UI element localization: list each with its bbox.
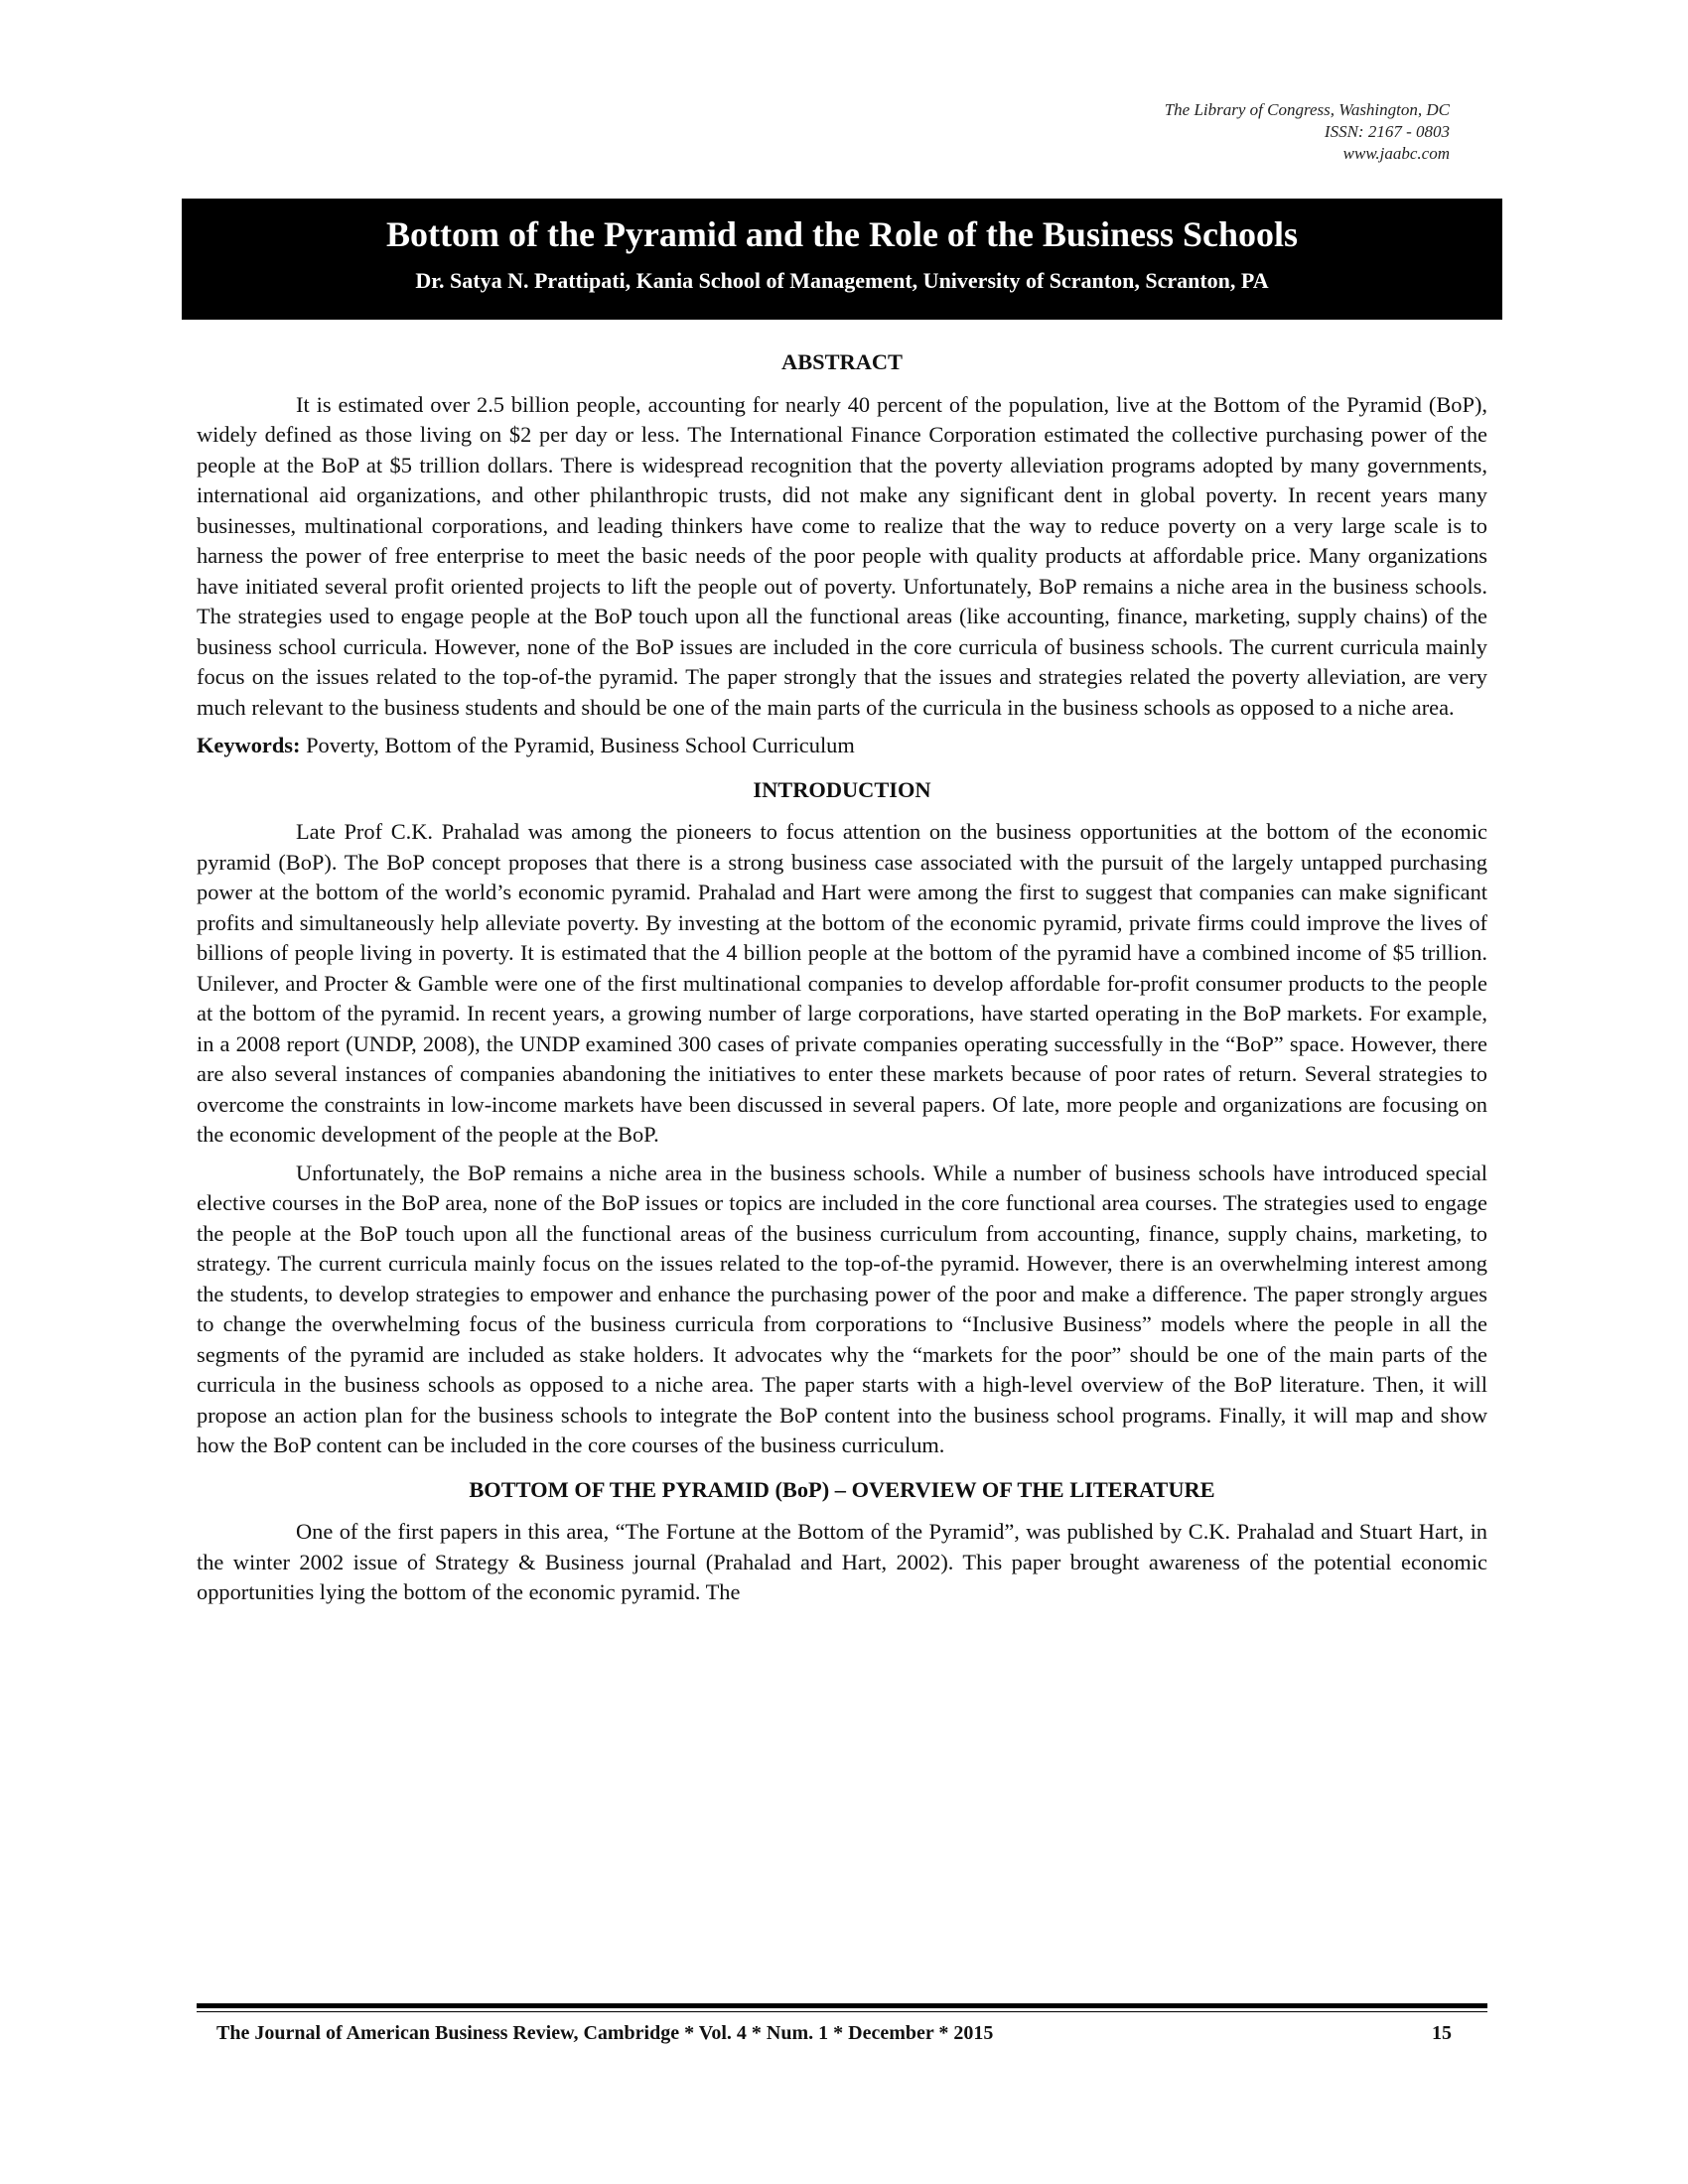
literature-heading: BOTTOM OF THE PYRAMID (BoP) – OVERVIEW OF THE LITERATURE: [469, 1476, 1215, 1502]
author-line: Dr. Satya N. Prattipati, Kania School of Management, University of Scranton, Scranton, PA: [415, 268, 1269, 293]
abstract-heading: ABSTRACT: [781, 349, 903, 374]
abstract-text: It is estimated over 2.5 billion people, accounting for nearly 40 percent of the population, live at the Bottom of the Pyramid (BoP), widely defined as those living on $2 per day or less. The International Finance Corporation estimated the collective purchasing power of the people at the BoP at $5 trillion dollars. There is widespread recognition that the poverty alleviation programs adopted by many governments, international aid organizations, and other philanthropic trusts, did not make any significant dent in global poverty. In recent years many businesses, multinational corporations, and leading thinkers have come to realize that the way to reduce poverty on a very large scale is to harness the power of free enterprise to meet the basic needs of the poor people with quality products at affordable price. Many organizations have initiated several profit oriented projects to lift the people out of poverty. Unfortunately, BoP remains a niche area in the business schools. The strategies used to engage people at the BoP touch upon all the functional areas (like accounting, finance, marketing, supply chains) of the business school curricula. However, none of the BoP issues are included in the core curricula of business schools. The current curricula mainly focus on the issues related to the top-of-the pyramid. The paper strongly that the issues and strategies related the poverty alleviation, are very much relevant to the business students and should be one of the main parts of the curricula in the business schools as opposed to a niche area.: [197, 391, 1487, 720]
introduction-paragraph: Unfortunately, the BoP remains a niche area in the business schools. While a number of business schools have introduced special elective courses in the BoP area, none of the BoP issues or topics are included in the core functional area courses. The strategies used to engage the people at the BoP touch upon all the functional areas of the business curriculum from accounting, finance, supply chains, marketing, to strategy. The current curricula mainly focus on the issues related to the top-of-the pyramid. However, there is an overwhelming interest among the students, to develop strategies to empower and enhance the purchasing power of the poor and make a difference. The paper strongly argues to change the overwhelming focus of the business curricula from corporations to “Inclusive Business” models where the people in all the segments of the pyramid are included as stake holders. It advocates why the “markets for the poor” should be one of the main parts of the curricula in the business schools as opposed to a niche area. The paper starts with a high-level overview of the BoP literature. Then, it will propose an action plan for the business schools to integrate the BoP content into the business school programs. Finally, it will map and show how the BoP content can be included in the core courses of the business curriculum.: [197, 1160, 1487, 1457]
page-footer: [197, 2003, 1487, 2045]
footer-journal-citation: The Journal of American Business Review, Cambridge * Vol. 4 * Num. 1 * December * 2015: [216, 2022, 994, 2044]
title-banner: [182, 199, 1502, 320]
introduction-heading: INTRODUCTION: [753, 776, 931, 802]
paper-title: Bottom of the Pyramid and the Role of the Business Schools: [385, 214, 1299, 254]
literature-paragraph: One of the first papers in this area, “The Fortune at the Bottom of the Pyramid”, was published by C.K. Prahalad and Stuart Hart, in the winter 2002 issue of Strategy & Business journal (Prahalad and Hart, 2002). This paper brought awareness of the potential economic opportunities lying the bottom of the economic pyramid. The: [197, 1519, 1487, 1604]
journal-header-meta: [1165, 99, 1450, 165]
paper-body: [197, 338, 1487, 1616]
keywords-line: [197, 731, 1487, 761]
keywords-label: Keywords:: [197, 733, 301, 757]
website-line: www.jaabc.com: [1342, 144, 1450, 163]
introduction-paragraph: Late Prof C.K. Prahalad was among the pioneers to focus attention on the business opportunities at the bottom of the economic pyramid (BoP). The BoP concept proposes that there is a strong business case associated with the pursuit of the largely untapped purchasing power at the bottom of the world’s economic pyramid. Prahalad and Hart were among the first to suggest that companies can make significant profits and simultaneously help alleviate poverty. By investing at the bottom of the economic pyramid, private firms could improve the lives of billions of people living in poverty. It is estimated that the 4 billion people at the bottom of the pyramid have a combined income of $5 trillion. Unilever, and Procter & Gamble were one of the first multinational companies to develop affordable for-profit consumer products to the people at the bottom of the pyramid. In recent years, a growing number of large corporations, have started operating in the BoP markets. For example, in a 2008 report (UNDP, 2008), the UNDP examined 300 cases of private companies operating successfully in the “BoP” space. However, there are also several instances of companies abandoning the initiatives to enter these markets because of poor rates of return. Several strategies to overcome the constraints in low-income markets have been discussed in several papers. Of late, more people and organizations are focusing on the economic development of the people at the BoP.: [197, 819, 1487, 1147]
publisher-line: The Library of Congress, Washington, DC: [1164, 100, 1450, 119]
keywords-text: Poverty, Bottom of the Pyramid, Business School Curriculum: [300, 733, 855, 757]
page-number: 15: [1432, 2022, 1452, 2044]
footer-rule-thick: [197, 2003, 1487, 2008]
footer-rule-thin: [197, 2011, 1487, 2012]
issn-line: ISSN: 2167 - 0803: [1324, 122, 1450, 141]
